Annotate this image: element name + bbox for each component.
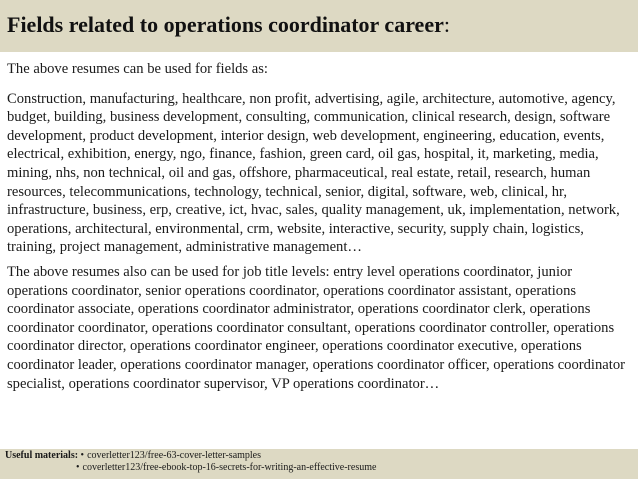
fields-paragraph: Construction, manufacturing, healthcare, non profit, advertising, agile, architecture, automotive, agency, budget, building, business development, consulting, communication, clinical research, design, software development, product development, interior design, web development, engineering, education, events, electrical, exhibition, energy, ngo, finance, fashion, green card, oil gas, hospital, it, marketing, media, mining, nhs, non technical, oil and gas, offshore, pharmaceutical, real estate, retail, research, human resources, telecommunications, technology, technical, senior, digital, software, web, clinical, hr, infrastructure, business, erp, creative, ict, hvac, sales, quality management, uk, implementation, network, operations, architectural, environmental, crm, website, interactive, security, supply chain, logistics, training, project management, administrative management… bbox=[7, 90, 620, 256]
footer-link-1[interactable]: coverletter123/free-63-cover-letter-samples bbox=[87, 450, 262, 461]
footer-row-1 bbox=[5, 450, 261, 461]
intro-text: The above resumes can be used for fields as: bbox=[7, 61, 268, 77]
bullet-icon: • bbox=[80, 450, 85, 461]
content-body bbox=[7, 60, 633, 399]
footer-bar bbox=[0, 449, 638, 479]
bullet-icon: • bbox=[76, 462, 80, 473]
useful-materials-label: Useful materials: bbox=[5, 450, 79, 461]
page-title: Fields related to operations coordinator career: bbox=[7, 12, 450, 37]
footer-link-2[interactable]: coverletter123/free-ebook-top-16-secrets-for-writing-an-effective-resume bbox=[82, 462, 377, 473]
job-levels-paragraph: The above resumes also can be used for job title levels: entry level operations coordinator, junior operations coordinator, senior operations coordinator, operations coordinator assistant, operations coordinator associate, operations coordinator administrator, operations coordinator clerk, operations coordinator coordinator, operations coordinator consultant, operations coordinator controller, operations coordinator director, operations coordinator engineer, operations coordinator executive, operations coordinator leader, operations coordinator manager, operations coordinator officer, operations coordinator specialist, operations coordinator supervisor, VP operations coordinator… bbox=[7, 263, 625, 392]
footer-row-2 bbox=[76, 462, 376, 473]
title-bar bbox=[0, 0, 638, 52]
